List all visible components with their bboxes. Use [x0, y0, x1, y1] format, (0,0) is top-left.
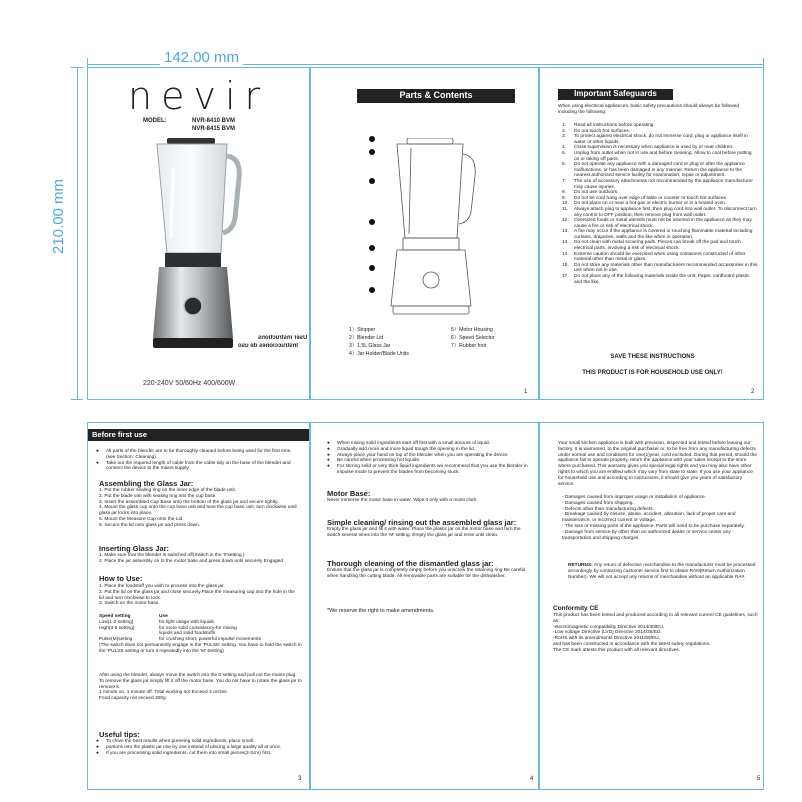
- before-first-use-title: Before first use: [92, 430, 148, 439]
- part-item: 7）Rubber foot: [451, 343, 487, 349]
- assembling-step: 2. Put the blade unit with sealing ring into the cup base.: [99, 493, 217, 499]
- conformity-ce-text: This product has been tested and produced according to all relevant current CE guidelines, such as: -electromagnetic compatibility Directive 2014/30/EU, -Low voltage Directive (LVD) Directive 2014/35/EU, -RoHS with its amendments Directive 2011/65/EU, and has been constructed in accordance with the latest safety regulations. The CE mark attests this product with all relevant directives.: [553, 613, 758, 653]
- safeguard-number: 11.: [562, 206, 569, 212]
- bullet-dot: ●: [327, 464, 330, 470]
- dismantled-cleaning-text: Ensure that the glass jar is completely empty before you unscrew the retaining ring Be careful when handling the cutting blade. All removable parts are suitable for the dishwasher.: [327, 568, 526, 579]
- parts-title: Parts & Contents: [399, 90, 473, 100]
- speed-table: Speed setting Use Low(1-2 setting) for light usage with liquids High(3-5 setting) for more solid consistency-for mixing liquids and solid foodstuffs Pulse(M)setting for crushing short, powerful impulse movements (The switch does not permanently engage in the 'PULSE' setting. You have to hold the switch in the 'PULSE setting or turn it repeatedly into the 'M' Setting): [99, 614, 304, 655]
- safeguard-text: Do not let cord hang over edge of table or counter or touch hot surfaces.: [574, 195, 728, 201]
- page-3-panel: [87, 422, 310, 790]
- safeguard-item: [562, 274, 758, 285]
- safeguard-item: [562, 263, 758, 274]
- how-to-use-steps: [99, 584, 299, 607]
- part-marker-2: [369, 149, 375, 155]
- warranty-text: Your small kitchen appliance is built with precision, inspected and tested before leaving our factory. It is warranted, to the original purchaser or, to be free from any manufacturing defects under normal use and conditions for one(1)year, cord excluded. During that period, should the appliance fail to operate properly, return the appliance with your sales receipt to the store where purchased. This warranty gives you special legal rights and you may also have other rights to which you are entitled which may vary from state to state. If you use your appliance for household use and according to instructions, it should give you years of satisfactory service.: [558, 441, 757, 487]
- mixing-bullet-text: Be careful when processing hot liquids.: [337, 458, 421, 464]
- motor-base-text: Never immerse the motor base in water. Wipe it only with a moist cloth.: [327, 498, 478, 503]
- part-marker-5: [369, 245, 375, 251]
- mixing-bullet-text: Gradually add more and more liquid trough the opening in the lid.: [337, 446, 476, 452]
- safeguard-number: 14.: [562, 251, 569, 257]
- assembling-step: 4. Mount the glass cup onto the cup base unit and tune the cup base unit, turn clockwise until glass jar locks into place.: [99, 505, 297, 517]
- safeguard-text: Close supervision is necessary when appliance is used by or near children.: [574, 145, 734, 151]
- inserting-steps: [99, 553, 299, 565]
- safeguard-text: Do not operate any appliance with a damaged cord or plug or after the appliance malfunctions, or has been damaged in any manner. Return the appliance to the nearest authorized service facility for examination, repair or adjustment.: [574, 162, 745, 179]
- page-number-1: 1: [524, 389, 528, 395]
- warranty-exclusion: - Defects other than manufacturing defects.: [562, 506, 654, 512]
- page-4-panel: [310, 422, 539, 790]
- safeguard-text: Do not use outdoors.: [574, 190, 619, 196]
- useful-tips-title: Useful tips:: [99, 730, 140, 739]
- motor-base-title: Motor Base:: [327, 489, 371, 498]
- safeguard-item: [562, 240, 758, 251]
- page-number-2: 2: [751, 389, 755, 395]
- blender-diagram: [381, 138, 481, 318]
- safeguard-number: 15.: [562, 262, 569, 268]
- mixing-bullet-text: Always place your hand on top of the blender when you are operating the device: [337, 452, 508, 458]
- manual-spanish-label: Instrucciones de uso: [238, 343, 299, 349]
- bullet-item: ● All parts of the blender are to be thoroughly cleaned before being used for the first time, (see Section: Cleaning).: [96, 449, 292, 460]
- cover-panel: [87, 67, 310, 400]
- model-2: NVR-8415 BVM: [192, 126, 236, 132]
- speed-row: Low(1-2 setting) for light usage with liquids: [99, 619, 214, 625]
- safeguard-number: 5.: [562, 150, 567, 156]
- safeguard-text: A fire may occur if the appliance is covered or touching flammable material including curtains, draperies, walls and the like when in operation.: [574, 229, 753, 240]
- parts-panel: [310, 67, 539, 400]
- safeguard-text: Do not store any materials other than manufacturers recommended accessories in this unit when not in use.: [574, 262, 758, 274]
- page-number-4: 4: [530, 776, 534, 782]
- safeguard-number: 12.: [562, 218, 569, 224]
- safeguard-text: Do not clean with metal scouring pads. Pieces can break off the pad and touch electrical parts, involving a risk of electrical shock.: [574, 240, 741, 252]
- safeguards-title: Important Safeguards: [574, 89, 657, 98]
- safeguard-number: 9.: [562, 195, 567, 201]
- warranty-exclusion: - The loss or missing parts of the appliance. Parts will need to be purchase separately.: [562, 523, 745, 529]
- bullet-dot: ●: [327, 458, 330, 464]
- useful-tips-list: [96, 739, 301, 756]
- bullet-dot: ●: [96, 739, 99, 744]
- part-marker-3: [369, 178, 375, 184]
- speed-row: Pulse(M)setting for crushing short, powerful impulse movements: [99, 637, 261, 643]
- tip-item-text: portions into the plastic jar one by one instead of placing a large quality all at once.: [106, 744, 282, 750]
- inserting-title: Inserting Glass Jar:: [99, 544, 170, 553]
- safeguard-text: Do not place any of the following materials inside the unit: Paper, cardboard plastic and the like.: [574, 274, 750, 285]
- manual-english-label: User instructions: [258, 335, 308, 341]
- after-use-text: After using the blender, always move the switch into the 0 setting and pull out the mains plug. To remove the glass jar simply lift it off the motor base. You do not have to rotate the glass jar to remove it. 1 minute on, 1 minute off. Total working not Exceed 3 circles. Food capacity not exceed 300g.: [99, 673, 302, 702]
- safeguard-text: Do not place on or near a hot gas or electric burner or in a heated oven.: [574, 201, 727, 207]
- assembling-step: 3. Insert the assembled Cup Base onto the bottom of the glass jar and secure tightly.: [99, 499, 279, 505]
- safeguard-item: [562, 229, 758, 240]
- part-marker-7: [369, 287, 375, 293]
- safeguard-item: [562, 218, 758, 229]
- safeguard-item: [562, 162, 758, 179]
- bullet-dot: ●: [96, 744, 99, 750]
- mixing-bullets: [327, 441, 535, 476]
- safeguard-text: Oversized foods or metal utensils must not be inserted in the appliance as they may cause a fire or risk of electrical shock.: [574, 218, 752, 229]
- safeguard-text: The use of accessory attachments not recommended by the appliance manufacturer may cause injuries.: [574, 178, 753, 190]
- safeguard-text: To protect against electrical shock, do not immerse cord, plug or appliance itself in water or other liquids.: [574, 134, 748, 145]
- page-5-panel: [539, 422, 764, 790]
- how-to-use-step: 2. Put the lid on the glass jar and close securely.Place the measuring cap into the hole in the lid and turn clockwise to lock.: [99, 589, 295, 601]
- speed-row: High(3-5 setting) for more solid consistency-for mixing liquids and solid foodstuffs: [99, 625, 237, 637]
- how-to-use-title: How to Use:: [99, 574, 143, 583]
- safeguard-number: 13.: [562, 229, 569, 235]
- safeguard-number: 14.: [562, 240, 569, 246]
- bullet-dot: ●: [327, 441, 330, 446]
- part-item: 3）1.5L Glass Jar: [349, 343, 391, 349]
- safeguard-number: 2.: [562, 128, 567, 134]
- tip-item-text: To chive the best results when pureeing solid ingredients, place small.: [106, 739, 255, 744]
- safeguard-item: [562, 179, 758, 190]
- safeguard-number: 4.: [562, 145, 567, 151]
- width-dimension-label: 142.00 mm: [160, 49, 243, 66]
- mixing-bullet-text: For stirring solid or very thick liquid ingredients we recommend that you use the blender in impulse mode to prevent the blades from becoming stuck.: [337, 464, 528, 475]
- part-marker-4: [369, 219, 375, 225]
- returns-text: RETURNS: Any return of defective merchandise to the manufacturer must be processed accordingly by contacting customer service first to obtain RAN(Return Authorization Number). We will not accept any returns of merchandise without an applicable RA#.: [568, 563, 756, 580]
- bullet-item: ● Take out the required length of cable from the cable tidy on the base of the blender and connect the device to the mains supply.: [96, 460, 291, 472]
- warranty-exclusion: - Breakage caused by misuse, abuse, accident, alteration, lack of proper care and maintenance, or incorrect current or voltage.: [562, 512, 736, 524]
- pulse-note: (The switch does not permanently engage in the 'PULSE' setting. You have to hold the switch in the 'PULSE setting or turn it repeatedly into the 'M' Setting): [99, 642, 302, 654]
- mixing-bullet-text: When mixing solid ingredients start off first with a small amount of liquid.: [337, 441, 490, 446]
- brand-logo: nevir: [128, 74, 270, 118]
- bullet-dot: ●: [327, 446, 330, 452]
- inserting-step: 1. Make sure that the blender is switched off(Switch in the '0'setting.): [99, 553, 245, 558]
- safeguards-intro: When using electrical appliances, basic safety precautions should always be followed including the following:: [558, 104, 740, 115]
- tip-item-text: If you are processing solid ingredients, cut them into small pieces(2-3cm) first.: [106, 750, 272, 756]
- assembling-steps: [99, 488, 304, 529]
- rinsing-text: Empty the glass jar and fill it with water. Place the plastic jar on the motor base and turn the switch several times into the 'M' setting. Empty the glass jar and rinse until clean.: [327, 527, 521, 538]
- safeguard-text: Extreme caution should be exercised when using containers constructed of other material other than metal or glass.: [574, 251, 746, 263]
- safeguard-text: Read all instructions before operating.: [574, 123, 655, 128]
- page-number-5: 5: [757, 776, 761, 782]
- mixing-bullet: [327, 464, 535, 476]
- height-dimension-label: 210.00 mm: [50, 175, 67, 258]
- warranty-exclusion: - Damage from service by other than an authorized dealer or service center any transportation and shipping charges.: [562, 529, 731, 541]
- voltage-spec: 220-240V 50/60Hz 400/600W: [143, 380, 236, 387]
- safeguards-list: [562, 123, 758, 285]
- safeguard-text: Always attach plug to appliance first, then plug cord into wall outlet. To disconnect turn any control to OFF position, then remove plug from wall outlet.: [574, 206, 757, 218]
- warranty-exclusion: - Damages caused from improper usage or installation of appliance.: [562, 495, 706, 500]
- save-instructions: SAVE THESE INSTRUCTIONS: [610, 354, 695, 360]
- page-number-3: 3: [298, 776, 302, 782]
- rinsing-title: Simple cleaning/ rinsing out the assembled glass jar:: [327, 518, 517, 527]
- safeguard-number: 1.: [562, 123, 567, 128]
- assembling-step: 6. Secure the lid onto glass jar and press down.: [99, 522, 201, 528]
- warranty-exclusions: [562, 495, 758, 541]
- safeguard-text: Do not touch hot surfaces.: [574, 128, 630, 134]
- how-to-use-step: 3. Switch on the motor base.: [99, 601, 160, 607]
- part-marker-1: [369, 136, 375, 142]
- height-dimension-guide: [71, 67, 83, 400]
- safeguard-text: Unplug from outlet when not in use and before cleaning. Allow to cool before putting on or taking off parts.: [574, 150, 752, 162]
- safeguard-number: 17.: [562, 274, 569, 280]
- safeguard-item: [562, 207, 758, 218]
- safeguard-item: [562, 151, 758, 162]
- inserting-step: 2. Place the jar assembly on to the motor base and press down until securely Engaged: [99, 558, 283, 564]
- part-item: 6）Speed Selector: [451, 335, 495, 341]
- part-marker-6: [369, 265, 375, 271]
- safeguard-number: 10.: [562, 201, 569, 207]
- parts-list-left: [349, 326, 409, 358]
- assembling-step: 5. Mount the Measure Cup onto the Lid.: [99, 516, 184, 522]
- part-item: 5）Motor Housing: [451, 327, 493, 333]
- safeguard-number: 3.: [562, 134, 567, 140]
- model-label: MODEL:: [143, 118, 167, 124]
- model-1: NVR-8410 BVM: [192, 118, 236, 124]
- amendments-note: *We reserve the right to make amendments.: [327, 608, 435, 614]
- warranty-exclusion: - Damages caused from shipping.: [562, 500, 634, 506]
- parts-list-right: [451, 326, 495, 350]
- how-to-use-step: 1. Place the foodstuff you wish to process into the glass jar.: [99, 584, 225, 589]
- safeguard-item: [562, 252, 758, 263]
- safeguards-panel: [539, 67, 764, 400]
- intro-bullets: [96, 449, 301, 472]
- household-notice: THIS PRODUCT IS FOR HOUSEHOLD USE ONLY!: [582, 370, 723, 376]
- safeguard-item: [562, 134, 758, 145]
- conformity-ce-title: Conformity CE: [553, 605, 599, 612]
- assembling-title: Assembling the Glass Jar:: [99, 479, 194, 488]
- part-item: 4）Jar Holder/Blade Units: [349, 351, 409, 357]
- part-item: 2）Blender Lid: [349, 335, 384, 341]
- safeguard-number: 6.: [562, 162, 567, 168]
- bullet-dot: ●: [327, 452, 330, 458]
- blender-photo: [143, 138, 243, 353]
- tip-item: [96, 751, 301, 757]
- dismantled-cleaning-title: Thorough cleaning of the dismantled glass jar:: [327, 559, 494, 568]
- part-item: 1）Stopper: [349, 327, 376, 333]
- bullet-dot: ●: [96, 750, 99, 756]
- assembling-step: 1. Put the rubber sealing ring on the inner edge of the blade unit.: [99, 488, 237, 493]
- safeguard-number: 7.: [562, 178, 567, 184]
- safeguard-number: 8.: [562, 190, 567, 196]
